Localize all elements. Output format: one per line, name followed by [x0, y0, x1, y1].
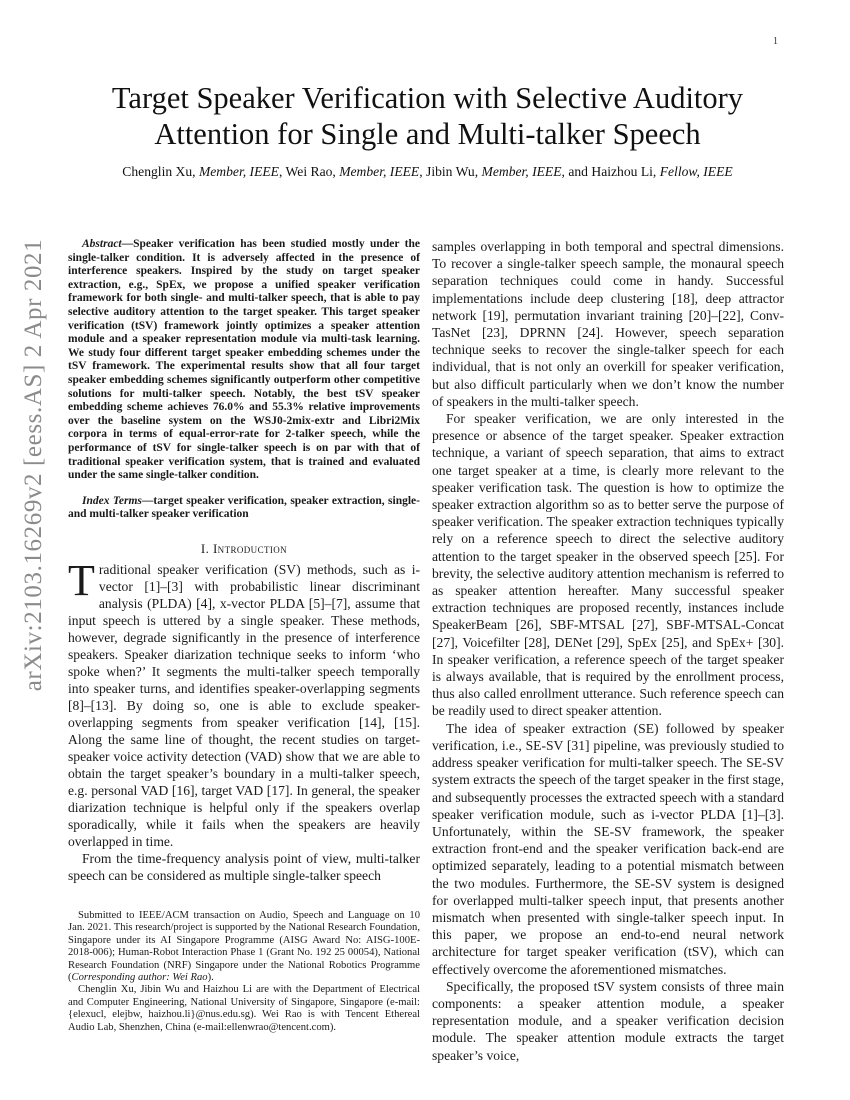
arxiv-stamp: [0, 0, 60, 1100]
abstract: Abstract—Speaker verification has been studied mostly under the single-talker condition. It is adversely affected in the presence of interference speakers. Inspired by the study on target speaker extraction, e.g., SpEx, we propose a unified speaker verification framework for both single- and multi-talker speech, that is able to pay selective auditory attention to the target speaker. This target speaker verification (tSV) framework jointly optimizes a speaker attention module and a speaker representation module via multi-task learning. We study four different target speaker embedding schemes under the tSV framework. The experimental results show that all four target speaker embedding schemes significantly outperform other competitive solutions for multi-talker speech. Notably, the best tSV speaker embedding scheme achieves 76.0% and 55.3% relative improvements over the baseline system on the WSJ0-2mix-extr and Libri2Mix corpora in terms of equal-error-rate for 2-talker speech, while the performance of tSV for single-talker speech is on par with that of traditional speaker verification system, that is trained and evaluated under the same single-talker condition.: [68, 238, 420, 482]
author-name: Haizhou Li: [591, 164, 653, 179]
author-role: Member, IEEE: [339, 164, 420, 179]
section-heading-introduction: I. Introduction: [200, 540, 288, 556]
footnote-affiliations: Chenglin Xu, Jibin Wu and Haizhou Li are with the Department of Electrical and Computer Engineering, National University of Singapore, Singapore (e-mail:{elexucl, elejbw, haizhou.li}@nus.edu.sg). Wei Rao is with Tencent Ethereal Audio Lab, Shenzhen, China (e-mail:ellenwrao@tencent.com).: [68, 984, 420, 1033]
abstract-label: Abstract: [82, 238, 122, 250]
abstract-text: Speaker verification has been studied mostly under the single-talker condition. It is adversely affected in the presence of interference speakers. Inspired by the study on target speaker extraction, e.g., SpEx, we propose a unified speaker verification framework for both single- and multi-talker speech, that is able to pay selective auditory attention to the target speaker. This target speaker verification (tSV) framework jointly optimizes a speaker attention module and a speaker representation module via multi-task learning. We study four different target speaker embedding schemes under the tSV framework. The experimental results show that all four target speaker embedding schemes significantly outperform other competitive solutions for multi-talker speech. Notably, the best tSV speaker embedding scheme achieves 76.0% and 55.3% relative improvements over the baseline system on the WSJ0-2mix-extr and Libri2Mix corpora in terms of equal-error-rate for 2-talker speech, while the performance of tSV for single-talker speech is on par with that of traditional speaker verification system, that is trained and evaluated under the same single-talker condition.: [68, 238, 420, 482]
right-column: [432, 238, 784, 1064]
left-column: [68, 238, 420, 884]
footnote-funding: Submitted to IEEE/ACM transaction on Audio, Speech and Language on 10 Jan. 2021. This research/project is supported by the National Research Foundation, Singapore under its AI Singapore Programme (AISG Award No: AISG-100E-2018-006); Human-Robot Interaction Phase 1 (Grant No. 192 25 00054), National Research Foundation (NRF) Singapore under the National Robotics Programme (Corresponding author: Wei Rao).: [68, 910, 420, 984]
author-role: Member, IEEE: [198, 164, 279, 179]
author-name: Chenglin Xu: [122, 164, 193, 179]
author-role: Fellow, IEEE: [659, 164, 733, 179]
right-paragraph-2: For speaker verification, we are only interested in the presence or absence of the target speaker. Speaker extraction technique, a variant of speech separation, that aims to extract one target speaker at a time, is clearly more relevant to the speaker verification task. The question is how to optimize the speaker extraction algorithm so as to better serve the purpose of speaker verification. The speaker extraction techniques typically rely on a reference speech to direct the selective auditory attention to the target speaker in the observed speech [25]. For brevity, the selective auditory attention mechanism is referred to as speaker attention hereafter. Many successful speaker extraction techniques are proposed recently, instances include SpeakerBeam [26], SBF-MTSAL [27], SBF-MTSAL-Concat [27], Voicefilter [28], DENet [29], SpEx [25], and SpEx+ [30]. In speaker verification, a reference speech of the target speaker is always available, that is required by the enrollment process, thus also called enrollment utterance. Such reference speech can be readily used to direct speaker attention.: [432, 411, 784, 719]
footnote: [68, 910, 420, 1034]
index-terms: Index Terms—target speaker verification, speaker extraction, single- and multi-talker speaker verification: [68, 494, 420, 521]
index-terms-text: target speaker verification, speaker extraction, single- and multi-talker speaker verification: [68, 494, 420, 521]
author-list: Chenglin Xu, Member, IEEE, Wei Rao, Member, IEEE, Jibin Wu, Member, IEEE, and Haizhou Li, Fellow, IEEE: [122, 164, 733, 179]
right-paragraph-3: The idea of speaker extraction (SE) followed by speaker verification, i.e., SE-SV [31] pipeline, was previously studied to address speaker verification for multi-talker speech. The SE-SV system extracts the speech of the target speaker in the first stage, and subsequently processes the extracted speech with a standard speaker verification module, such as i-vector PLDA [1]–[3]. Unfortunately, within the SE-SV framework, the speaker extraction front-end and the speaker verification back-end are optimized separately, leading to a potential mismatch between the two modules. Furthermore, the SE-SV system is designed for overlapped multi-talker speech input, that presents another mismatch when presented with single-talker speech input. In this paper, we propose an end-to-end neural network architecture for target speaker verification (tSV), which can effectively overcome the aforementioned mismatches.: [432, 720, 784, 977]
intro-paragraph-1: [68, 555, 420, 850]
author-role: Member, IEEE: [481, 164, 562, 179]
arxiv-identifier: arXiv:2103.16269v2 [eess.AS] 2 Apr 2021: [20, 238, 47, 692]
corresponding-author: Corresponding author: Wei Rao: [71, 972, 208, 984]
author-name: Wei Rao: [285, 164, 333, 179]
page-number: 1: [773, 36, 778, 47]
right-paragraph-1: samples overlapping in both temporal and spectral dimensions. To recover a single-talker speech sample, the monaural speech separation techniques could come in handy. Successful implementations include deep clustering [18], deep attractor network [19], permutation invariant training [20]–[22], Conv-TasNet [23], DPRNN [24]. However, speech separation technique seeks to recover the single-talker speech for each individual, that is not only an overkill for speaker verification, but also difficult particularly when we don’t know the number of speakers in the multi-talker speech.: [432, 239, 784, 409]
index-terms-label: Index Terms: [82, 494, 142, 507]
drop-cap: T: [68, 555, 95, 605]
intro-paragraph-2: From the time-frequency analysis point of view, multi-talker speech can be considered as multiple single-talker speech: [68, 850, 420, 883]
paper-title: Target Speaker Verification with Selective Auditory Attention for Single and Multi-talker Speech: [111, 81, 744, 151]
right-paragraph-4: Specifically, the proposed tSV system consists of three main components: a speaker attention module, a speaker representation module, and a speaker verification decision module. The speaker attention module extracts the target speaker’s voice,: [432, 978, 784, 1063]
intro-paragraph-1-text: raditional speaker verification (SV) methods, such as i-vector [1]–[3] with probabilistic linear discriminant analysis (PLDA) [4], x-vector PLDA [5]–[7], assume that input speech is uttered by a single speaker. These methods, however, degrade significantly in the presence of interference speakers. Speaker diarization technique seeks to inform ‘who spoke when?’ It segments the multi-talker speech temporally into speaker turns, and identifies speaker-overlapping segments [8]–[13]. By doing so, one is able to exclude speaker-overlapping segments from speaker verification [14], [15]. Along the same line of thought, the recent studies on target-speaker voice activity detection (VAD) show that we are able to obtain the target speaker’s boundary in a multi-talker speech, e.g. personal VAD [16], target VAD [17]. In general, the speaker diarization technique is helpful only if the speakers overlap sporadically, while it fails when the speakers are heavily overlapped in time.: [68, 561, 420, 849]
author-name: Jibin Wu: [426, 164, 475, 179]
